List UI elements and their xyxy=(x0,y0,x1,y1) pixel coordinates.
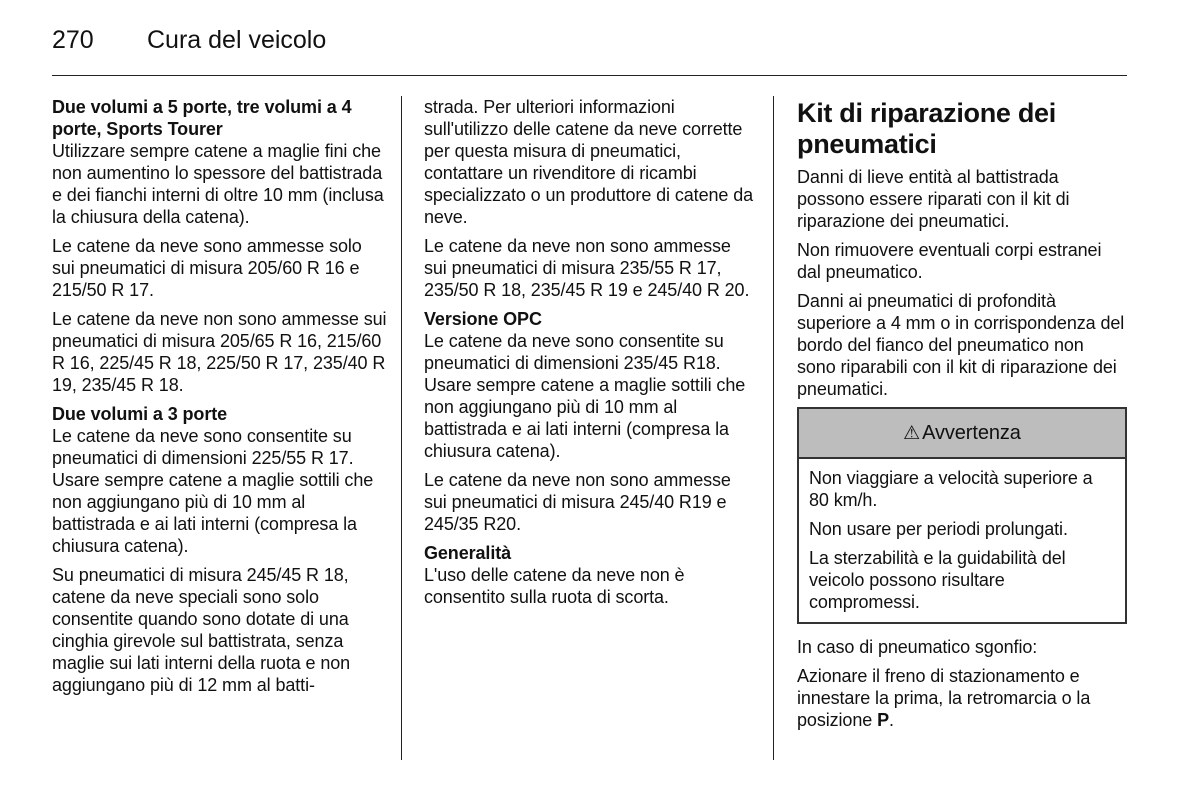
paragraph: L'uso delle catene da neve non è consentito sulla ruota di scorta. xyxy=(424,565,685,607)
warning-body xyxy=(799,459,1125,622)
paragraph xyxy=(797,665,1127,731)
paragraph: Le catene da neve sono consentite su pneumatici di dimensioni 225/55 R 17. Usare sempre catene a maglie sottili che non aggiungano più di 10 mm al battistrada e ai lati interni (compresa la chiusura catena). xyxy=(52,426,374,556)
warning-text: Non usare per periodi prolungati. xyxy=(809,519,1068,539)
section-title: Cura del veicolo xyxy=(147,26,327,54)
paragraph-text: Azionare il freno di stazionamento e innestare la prima, la retromarcia o la posizione xyxy=(797,666,1091,730)
paragraph: Le catene da neve sono consentite su pneumatici di dimensioni 235/45 R18. Usare sempre catene a maglie sottili che non aggiungano più di 10 mm al battistrada e ai lati interni (compresa la chiusura catena). xyxy=(424,331,746,461)
column-divider xyxy=(773,96,774,760)
page-number: 270 xyxy=(52,26,94,54)
paragraph: Danni ai pneumatici di profondità superiore a 4 mm o in corrispondenza del bordo del fianco del pneumatico non sono riparabili con il kit di riparazione dei pneumatici. xyxy=(797,291,1125,399)
column-divider xyxy=(401,96,402,760)
warning-text: Non viaggiare a velocità superiore a 80 km/h. xyxy=(809,468,1093,510)
column-1 xyxy=(52,96,387,703)
subheading: Due volumi a 5 porte, tre volumi a 4 porte, Sports Tourer xyxy=(52,97,352,139)
header-divider xyxy=(52,75,1127,76)
gear-position-p: P xyxy=(877,710,889,730)
paragraph: Le catene da neve non sono ammesse sui pneumatici di misura 235/55 R 17, 235/50 R 18, 235/45 R 19 e 245/40 R 20. xyxy=(424,236,750,300)
paragraph: In caso di pneumatico sgonfio: xyxy=(797,637,1038,657)
paragraph: Le catene da neve non sono ammesse sui pneumatici di misura 245/40 R19 e 245/35 R20. xyxy=(424,470,731,534)
subheading: Versione OPC xyxy=(424,309,542,329)
paragraph: strada. Per ulteriori informazioni sull'utilizzo delle catene da neve corrette per questa misura di pneumatici, contattare un rivenditore di ricambi specializzato o un produttore di catene da neve. xyxy=(424,97,754,227)
page-header xyxy=(52,24,1127,76)
paragraph: Non rimuovere eventuali corpi estranei dal pneumatico. xyxy=(797,240,1102,282)
subheading: Generalità xyxy=(424,543,512,563)
paragraph: Danni di lieve entità al battistrada possono essere riparati con il kit di riparazione dei pneumatici. xyxy=(797,167,1070,231)
paragraph: Su pneumatici di misura 245/45 R 18, catene da neve speciali sono solo consentite quando sono dotate di una cinghia girevole sul battistrata, senza maglie sui lati interni della ruota e non aggiungano più di 12 mm al batti- xyxy=(52,565,351,695)
paragraph-end: . xyxy=(888,710,894,730)
column-2 xyxy=(424,96,756,615)
paragraph: Le catene da neve sono ammesse solo sui pneumatici di misura 205/60 R 16 e 215/50 R 17. xyxy=(52,236,362,300)
column-3 xyxy=(797,96,1127,738)
warning-box xyxy=(797,407,1127,624)
paragraph: Utilizzare sempre catene a maglie fini che non aumentino lo spessore del battistrada e dei fianchi interni di oltre 10 mm (inclusa la chiusura della catena). xyxy=(52,141,384,227)
warning-title: Avvertenza xyxy=(922,422,1021,444)
kit-title: Kit di riparazione dei pneumatici xyxy=(797,98,1056,159)
warning-triangle-icon: ⚠ xyxy=(903,422,921,444)
subheading: Due volumi a 3 porte xyxy=(52,404,228,424)
warning-header xyxy=(799,409,1125,459)
warning-text: La sterzabilità e la guidabilità del veicolo possono risultare compromessi. xyxy=(809,548,1066,612)
paragraph: Le catene da neve non sono ammesse sui pneumatici di misura 205/65 R 16, 215/60 R 16, 225/45 R 18, 225/50 R 17, 235/40 R 19, 235/45 R 18. xyxy=(52,309,387,395)
